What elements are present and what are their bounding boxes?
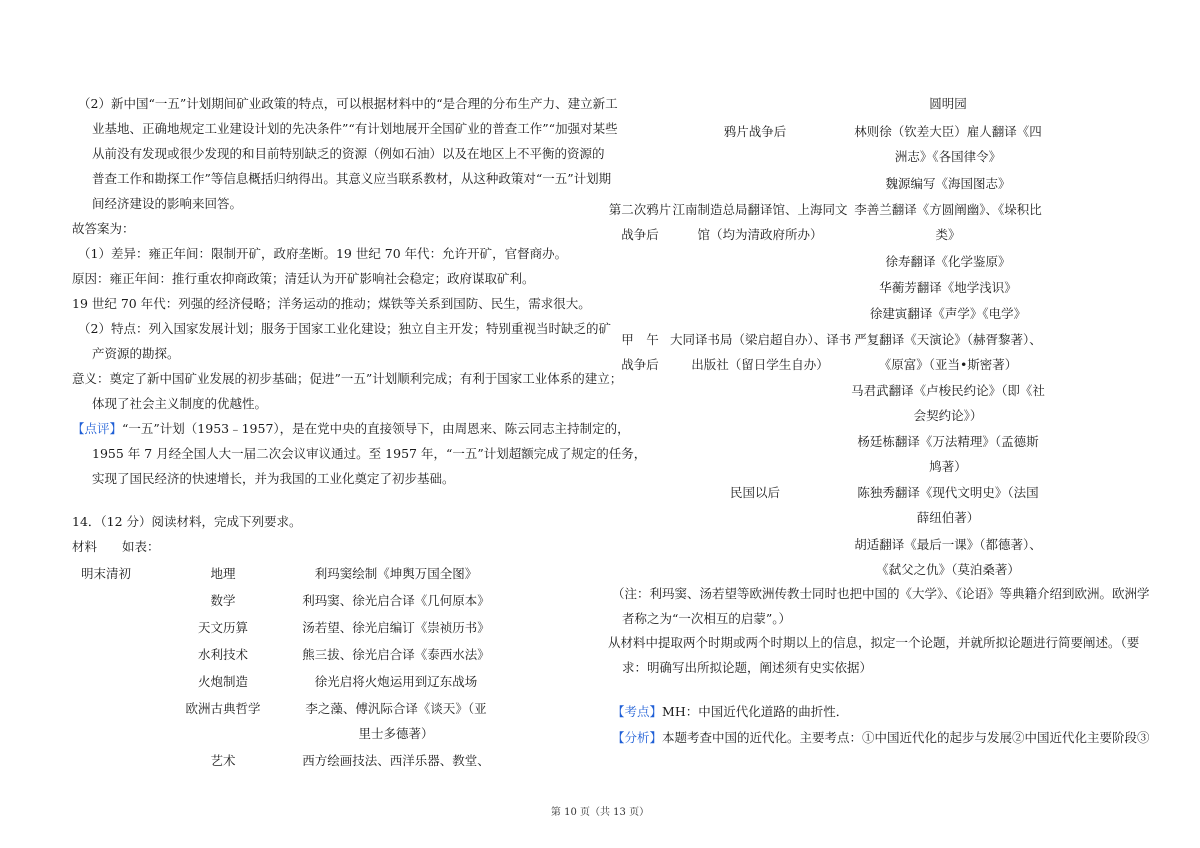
kaodian-line <box>612 703 848 721</box>
fenxi-line <box>612 729 1150 747</box>
second-content-3: 徐寿翻译《化学鉴原》 <box>885 254 1011 269</box>
opium-content-2: 洲志》《各国律令》 <box>894 149 1002 164</box>
period-opium-war: 鸦片战争后 <box>723 124 787 139</box>
q2-line-5: 间经济建设的影响来回答。 <box>92 196 243 211</box>
comment-line-2: 1955 年 7 月经全国人大一届二次会议审议通过。至 1957 年，“一五”计划超额完成了规定的任务， <box>92 446 647 461</box>
inst-second-opium-2: 馆（均为清政府所办） <box>697 227 823 242</box>
content-art: 西方绘画技法、西洋乐器、教堂、 <box>302 753 490 768</box>
second-content-4: 华蘅芳翻译《地学浅识》 <box>879 280 1017 295</box>
period-second-opium-2: 战争后 <box>621 227 659 242</box>
answer-heading: 故答案为： <box>72 221 135 236</box>
inst-second-opium-1: 江南制造总局翻译馆、上海同文 <box>672 202 848 217</box>
field-artillery: 火炮制造 <box>197 674 248 689</box>
fenxi-tag: 【分析】 <box>612 730 663 745</box>
answer-line-7: 体现了社会主义制度的优越性。 <box>92 396 268 411</box>
second-content-5: 徐建寅翻译《声学》《电学》 <box>869 306 1027 321</box>
q2-line-4: 普查工作和勘探工作”等信息概括归纳得出。其意义应当联系教材，从这种政策对“一五”计划期 <box>92 171 612 186</box>
q14-title: 14．（12 分）阅读材料，完成下列要求。 <box>72 514 302 529</box>
field-art: 艺术 <box>210 753 236 768</box>
comment-text-1: “一五”计划（1953﹣1957），是在党中央的直接领导下，由周恩来、陈云同志主持制定的， <box>122 421 630 436</box>
content-yuanmingyuan: 圆明园 <box>929 96 967 111</box>
opium-content-1: 林则徐（钦差大臣）雇人翻译《四 <box>854 124 1042 139</box>
answer-line-1: （1）差异：雍正年间：限制开矿，政府垄断。19 世纪 70 年代：允许开矿，官督商办。 <box>78 246 568 261</box>
comment-tag: 【点评】 <box>72 421 123 436</box>
field-geography: 地理 <box>210 566 236 581</box>
period-minguo: 民国以后 <box>729 485 780 500</box>
answer-line-6: 意义：奠定了新中国矿业发展的初步基础；促进”一五”计划顺利完成；有利于国家工业体系的建立； <box>72 371 623 386</box>
period-second-opium-1: 第二次鸦片 <box>608 202 672 217</box>
jiawu-content-3: 马君武翻译《卢梭民约论》（即《社 <box>851 383 1045 398</box>
field-math: 数学 <box>210 593 236 608</box>
jiawu-content-6: 鸠著） <box>929 459 967 474</box>
jiawu-content-5: 杨廷栋翻译《万法精理》（孟德斯 <box>857 434 1039 449</box>
inst-jiawu-1: 大同译书局（梁启超自办）、译书 <box>670 332 852 347</box>
content-philosophy-2: 里士多德著） <box>358 726 434 741</box>
content-geography: 利玛窦绘制《坤舆万国全图》 <box>314 566 478 581</box>
jiawu-content-4: 会契约论》） <box>913 408 983 423</box>
answer-line-4: （2）特点：列入国家发展计划；服务于国家工业化建设；独立自主开发；特别重视当时缺乏的矿 <box>78 321 611 336</box>
q2-line-1: （2）新中国“一五”计划期间矿业政策的特点，可以根据材料中的“是合理的分布生产力、建立新工 <box>78 96 618 111</box>
q2-line-3: 从前没有发现或很少发现的和目前特别缺乏的资源（例如石油）以及在地区上不平衡的资源的 <box>92 146 605 161</box>
field-philosophy: 欧洲古典哲学 <box>185 701 261 716</box>
note-line-2: 者称之为“一次相互的启蒙”。） <box>622 611 792 626</box>
field-hydraulics: 水利技术 <box>197 647 248 662</box>
opium-content-3: 魏源编写《海国图志》 <box>885 176 1011 191</box>
question-line-1: 从材料中提取两个时期或两个时期以上的信息，拟定一个论题，并就所拟论题进行简要阐述。（要 <box>608 635 1140 650</box>
inst-jiawu-2: 出版社（留日学生自办） <box>691 357 829 372</box>
note-line-1: （注：利玛窦、汤若望等欧洲传教士同时也把中国的《大学》、《论语》等典籍介绍到欧洲。欧洲学 <box>612 586 1150 601</box>
answer-line-2: 原因：雍正年间：推行重农抑商政策；清廷认为开矿影响社会稳定；政府谋取矿利。 <box>72 271 535 286</box>
page-footer: 第 10 页（共 13 页） <box>550 807 650 818</box>
kaodian-text: MH：中国近代化道路的曲折性． <box>662 704 849 719</box>
period-jiawu-2: 战争后 <box>621 357 659 372</box>
answer-line-3: 19 世纪 70 年代：列强的经济侵略；洋务运动的推动；煤铁等关系到国防、民生，需求很大。 <box>72 296 591 311</box>
fenxi-text: 本题考查中国的近代化。主要考点：①中国近代化的起步与发展②中国近代化主要阶段③ <box>662 730 1150 745</box>
minguo-content-1: 陈独秀翻译《现代文明史》（法国 <box>857 485 1039 500</box>
field-astronomy: 天文历算 <box>197 620 248 635</box>
second-content-1: 李善兰翻译《方圆阐幽》、《垛积比 <box>854 202 1042 217</box>
second-content-2: 类》 <box>935 227 961 242</box>
minguo-content-2: 薛纽伯著） <box>916 510 980 525</box>
comment-line-1 <box>72 420 630 438</box>
content-philosophy-1: 李之藻、傅汎际合译《谈天》（亚 <box>305 701 487 716</box>
comment-line-3: 实现了国民经济的快速增长，并为我国的工业化奠定了初步基础。 <box>92 471 455 486</box>
content-math: 利玛窦、徐光启合译《几何原本》 <box>302 593 490 608</box>
jiawu-content-1: 严复翻译《天演论》（赫胥黎著）、 <box>854 332 1042 347</box>
material-label: 材料 如表： <box>72 539 160 554</box>
question-line-2: 求：明确写出所拟论题，阐述须有史实依据） <box>622 660 873 675</box>
kaodian-tag: 【考点】 <box>612 704 663 719</box>
minguo-content-4: 《弑父之仇》（莫泊桑著） <box>876 562 1020 577</box>
q2-line-2: 业基地、正确地规定工业建设计划的先决条件”“有计划地展开全国矿业的普查工作”“加强对某些 <box>92 121 618 136</box>
minguo-content-3: 胡适翻译《最后一课》（都德著）、 <box>854 537 1042 552</box>
content-artillery: 徐光启将火炮运用到辽东战场 <box>314 674 478 689</box>
jiawu-content-2: 《原富》（亚当•斯密著） <box>878 357 1018 372</box>
answer-line-5: 产资源的勘探。 <box>92 346 180 361</box>
content-hydraulics: 熊三拔、徐光启合译《泰西水法》 <box>302 647 490 662</box>
content-astronomy: 汤若望、徐光启编订《崇祯历书》 <box>302 620 490 635</box>
period-ming-qing: 明末清初 <box>80 566 131 581</box>
period-jiawu-1: 甲 午 <box>621 332 659 347</box>
